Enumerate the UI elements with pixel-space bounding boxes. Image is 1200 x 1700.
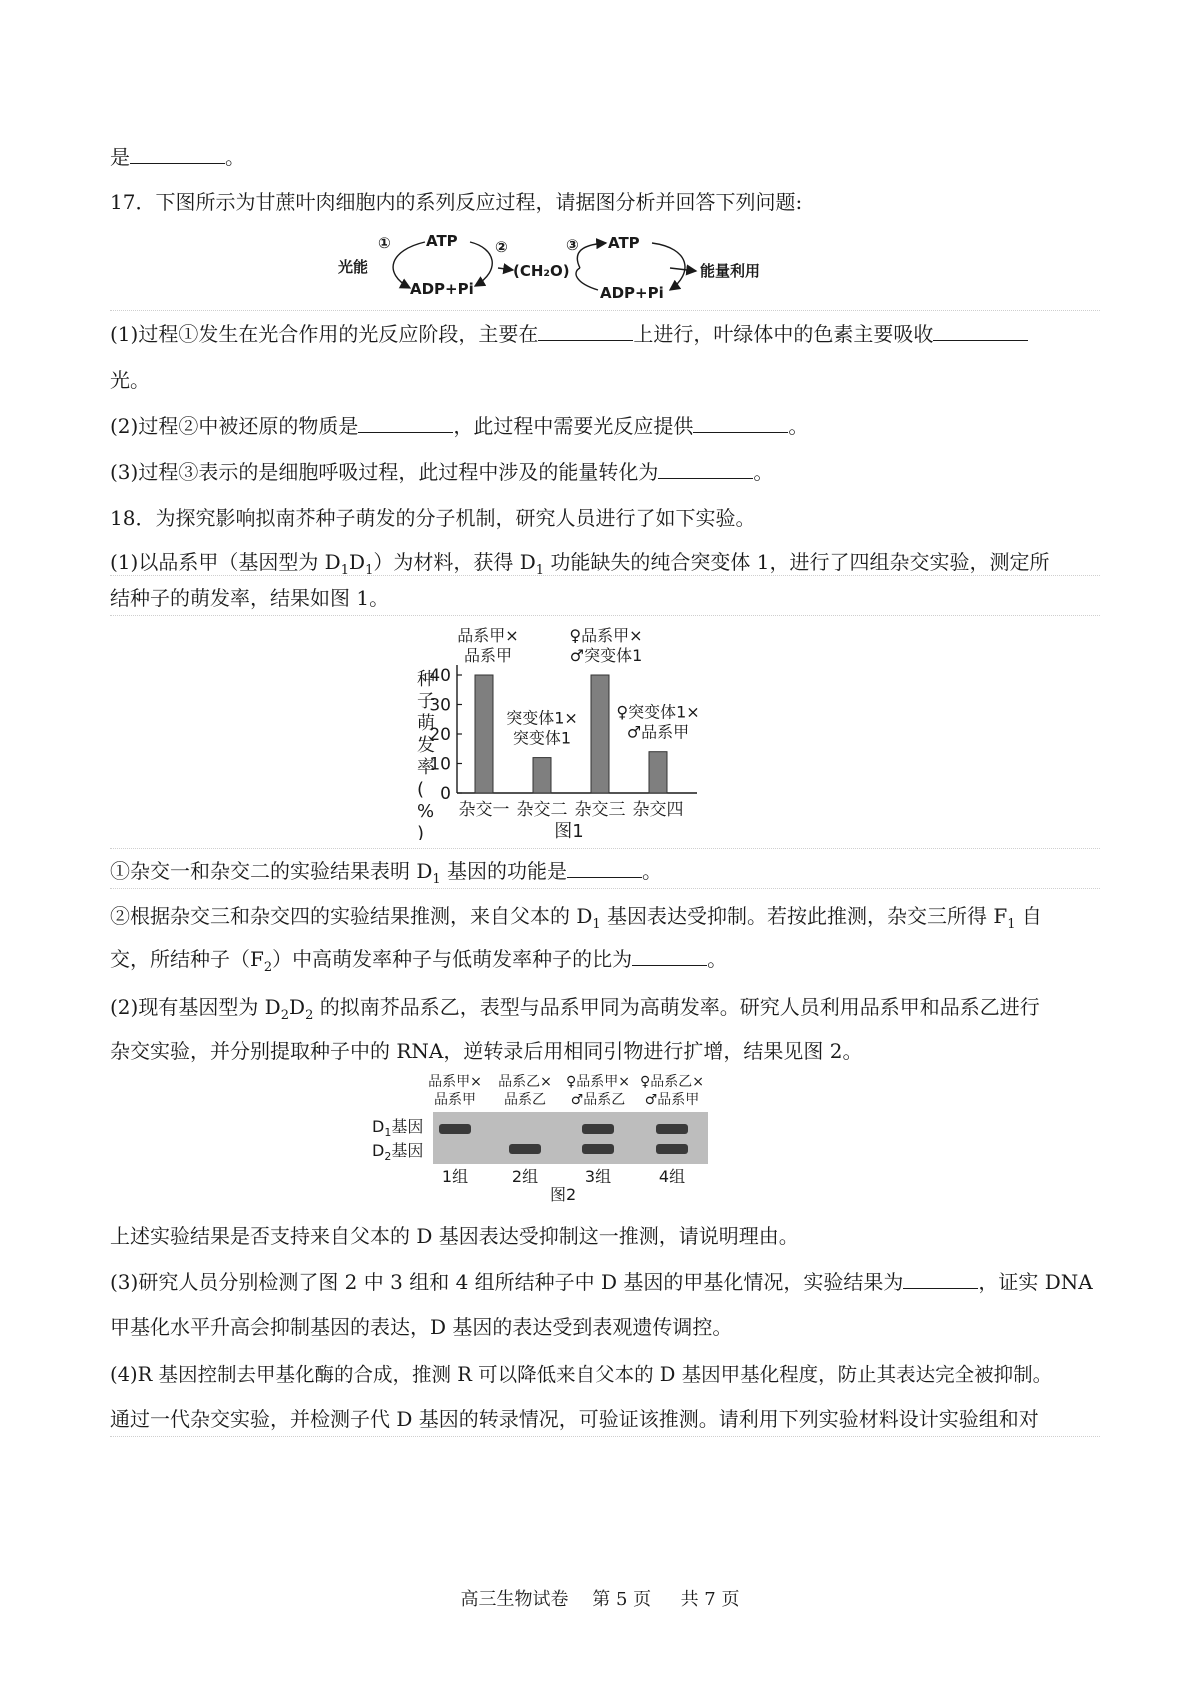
answer-blank[interactable] (658, 460, 753, 479)
band-d2 (656, 1144, 688, 1154)
q17-part1-cont: 光。 (110, 368, 150, 392)
bar-annotation: 品系甲× (457, 626, 519, 645)
q18-part1-line2: 结种子的萌发率，结果如图 1。 (110, 586, 390, 610)
lane-cross-bottom: 品系乙 (504, 1092, 546, 1108)
q18-part4-line2: 通过一代杂交实验，并检测子代 D 基因的转录情况，可验证该推测。请利用下列实验材料设计实验组和对 (110, 1407, 1039, 1431)
q17-part3: (3)过程③表示的是细胞呼吸过程，此过程中涉及的能量转化为 。 (110, 460, 774, 484)
answer-blank[interactable] (903, 1270, 978, 1289)
figure2-caption: 图2 (550, 1185, 577, 1204)
q18-stem: 18．为探究影响拟南芥种子萌发的分子机制，研究人员进行了如下实验。 (110, 506, 756, 530)
gel-background (433, 1112, 708, 1164)
bar-annotation: 品系甲 (463, 646, 513, 665)
adp-label-1: ADP+Pi (410, 280, 474, 298)
q18-part3-line2: 甲基化水平升高会抑制基因的表达，D 基因的表达受到表观遗传调控。 (110, 1315, 733, 1339)
divider (110, 848, 1100, 849)
process-2-label: ② (495, 238, 508, 256)
q18-part3-line1: (3)研究人员分别检测了图 2 中 3 组和 4 组所结种子中 D 基因的甲基化情况，实验结果为 ，证实 DNA (110, 1270, 1093, 1294)
bar-annotation: ♀突变体1× (616, 702, 700, 722)
answer-blank[interactable] (693, 414, 788, 433)
q18-part1-line1: (1)以品系甲（基因型为 $D_1D_1$）为材料，获得 $D_1$ 功能缺失的纯合突变体 1，进行了四组杂交实验，测定所 (110, 550, 1050, 578)
bar (533, 758, 551, 793)
lane-cross-bottom: ♂品系甲 (644, 1092, 700, 1108)
q17-stem: 17．下图所示为甘蔗叶肉细胞内的系列反应过程，请据图分析并回答下列问题: (110, 190, 803, 214)
page-footer: 高三生物试卷 第 5 页 共 7 页 (460, 1589, 740, 1610)
q18-sub2-line2: 交，所结种子$(F_2)$中高萌发率种子与低萌发率种子的比为 。 (110, 947, 728, 975)
band-d1 (582, 1124, 614, 1134)
divider (110, 888, 1100, 889)
band-d1 (656, 1124, 688, 1134)
q17-part2: (2)过程②中被还原的物质是 ，此过程中需要光反应提供 。 (110, 414, 809, 438)
adp-label-2: ADP+Pi (600, 284, 664, 302)
divider (110, 310, 1100, 311)
answer-blank[interactable] (358, 414, 453, 433)
lane-cross-top: 品系甲× (428, 1074, 482, 1090)
category-label: 杂交一 (458, 800, 510, 820)
y-tick-label: 0 (440, 784, 451, 804)
figure1-bar-chart (395, 625, 715, 840)
lane-label: 3组 (584, 1167, 612, 1186)
bar-annotation: 突变体1 (512, 728, 572, 748)
atp-label-1: ATP (426, 232, 458, 250)
process-3-label: ③ (566, 236, 579, 254)
answer-blank[interactable] (632, 947, 707, 966)
band-d2 (509, 1144, 541, 1154)
q18-part2-line2: 杂交实验，并分别提取种子中的 RNA，逆转录后用相同引物进行扩增，结果见图 2。 (110, 1039, 863, 1063)
q17-part1: (1)过程①发生在光合作用的光反应阶段，主要在 上进行，叶绿体中的色素主要吸收 (110, 320, 1028, 348)
answer-blank[interactable] (538, 322, 633, 341)
divider (110, 1436, 1100, 1437)
lane-label: 1组 (441, 1167, 469, 1186)
process-1-label: ① (378, 234, 391, 252)
divider (110, 575, 1100, 576)
q18-sub1: ①杂交一和杂交二的实验结果表明 $D_1$ 基因的功能是 。 (110, 859, 663, 887)
bar (591, 675, 609, 793)
d2-row-label: $D_2$基因 (372, 1141, 424, 1163)
d1-row-label: $D_1$基因 (372, 1117, 424, 1139)
divider (110, 615, 1100, 616)
answer-blank[interactable] (933, 322, 1028, 341)
bar (649, 752, 667, 793)
bar (475, 675, 493, 793)
figure2-gel (360, 1072, 760, 1207)
energy-use-label: 能量利用 (700, 262, 761, 280)
band-d2 (582, 1144, 614, 1154)
lane-cross-top: 品系乙× (498, 1074, 552, 1090)
y-axis-label: 种子萌发率( % ) (417, 669, 435, 840)
bar-annotation: 突变体1× (506, 708, 578, 728)
y-tick-label: 30 (429, 695, 451, 716)
answer-blank[interactable] (567, 859, 642, 878)
q17-reaction-diagram (330, 228, 790, 308)
lane-cross-top: ♀品系甲× (566, 1074, 630, 1090)
q16-answer-line: 是 。 (110, 145, 245, 169)
bar-annotation: ♂突变体1 (569, 646, 643, 665)
y-tick-label: 40 (429, 666, 451, 686)
y-tick-label: 20 (429, 725, 451, 745)
answer-blank[interactable] (130, 145, 225, 164)
ch2o-label: (CH₂O) (513, 262, 570, 280)
band-d1 (439, 1124, 471, 1134)
q18-part4-line1: (4)R 基因控制去甲基化酶的合成，推测 R 可以降低来自父本的 D 基因甲基化程度，防止其表达完全被抑制。 (110, 1363, 1053, 1386)
bar-annotation: ♂品系甲 (626, 722, 690, 742)
lane-label: 2组 (511, 1167, 539, 1186)
figure1-caption: 图1 (554, 821, 584, 840)
lane-cross-bottom: ♂品系乙 (570, 1092, 626, 1108)
bar-annotation: ♀品系甲× (569, 626, 643, 645)
category-label: 杂交三 (574, 800, 626, 820)
category-label: 杂交四 (632, 800, 684, 820)
gel-image (360, 1072, 760, 1207)
y-tick-label: 10 (429, 754, 451, 775)
category-label: 杂交二 (516, 800, 568, 820)
lane-cross-top: ♀品系乙× (640, 1074, 704, 1090)
lane-label: 4组 (658, 1167, 686, 1186)
q18-sub2-line1: ②根据杂交三和杂交四的实验结果推测，来自父本的 $D_1$ 基因表达受抑制。若按此推测，杂交三所得 $F_1$ 自 (110, 904, 1042, 932)
lane-cross-bottom: 品系甲 (434, 1092, 476, 1108)
atp-label-2: ATP (608, 234, 640, 252)
q18-part2-question: 上述实验结果是否支持来自父本的 D 基因表达受抑制这一推测，请说明理由。 (110, 1224, 799, 1248)
q18-part2-line1: (2)现有基因型为 $D_2D_2$ 的拟南芥品系乙，表型与品系甲同为高萌发率。研究人员利用品系甲和品系乙进行 (110, 995, 1040, 1023)
light-energy-label: 光能 (338, 258, 369, 276)
